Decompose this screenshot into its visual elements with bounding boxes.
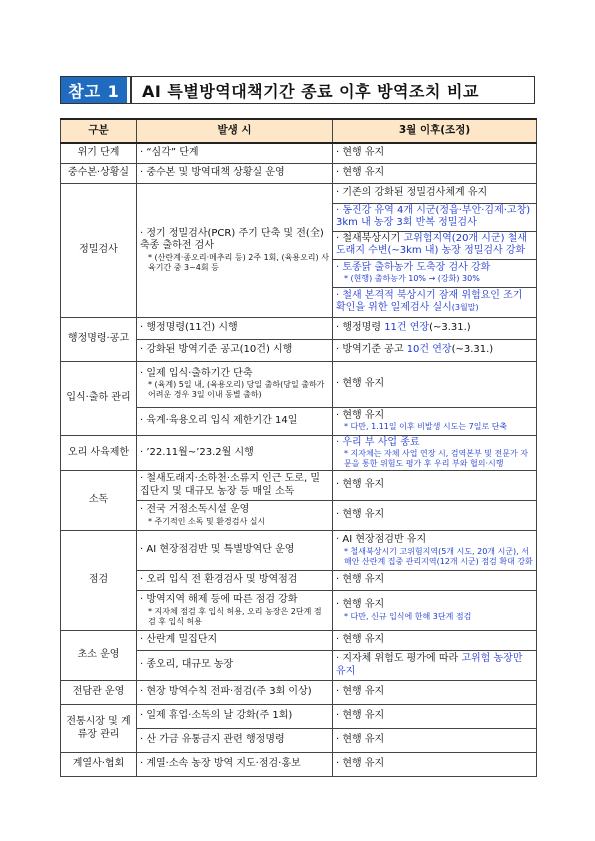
after-note: (3월말) [451,303,479,312]
during-cell: · 중수본 및 방역대책 상황실 운영 [137,163,333,183]
after-text: · 우리 부 사업 종료 [336,436,420,448]
table-row [61,317,537,339]
after-cell: · 현행 유지 [333,705,537,729]
table-row [61,471,537,501]
after-highlight: 11건 연장 [384,321,430,333]
table-row [61,531,537,571]
during-cell [137,361,333,407]
after-cell [333,231,537,259]
during-note: * 지자체 점검 후 입식 허용, 오리 농장은 2단계 점검 후 입식 허용 [148,606,322,626]
after-text: · 행정명령 [336,321,385,333]
after-highlight: 10건 연장 [406,343,452,355]
header-after: 3월 이후(조정) [333,119,537,143]
table-row [61,631,537,651]
after-text: (~3.31.) [451,343,494,355]
after-cell [333,651,537,681]
row-category: 점검 [61,531,137,631]
after-highlight: 고위험 농장만 유지 [336,653,523,677]
after-cell [333,407,537,435]
reference-title-bar [60,76,535,104]
after-cell: · 현행 유지 [333,501,537,531]
row-category: 전담관 운영 [61,681,137,705]
during-text: · 전국 거점소독시설 운영 [140,504,250,516]
reference-tag: 참고 1 [61,77,130,103]
after-text: · 철새 본격적 북상시기 잠재 위험요인 조기 확인을 위한 일제검사 실시 [336,289,523,313]
row-category: 소독 [61,471,137,531]
row-category: 위기 단계 [61,143,137,163]
during-text: · 일제 입식·출하기간 단축 [140,367,253,379]
during-text: · 방역지역 해제 등에 따른 점검 강화 [140,594,298,606]
row-category: 입식·출하 관리 [61,361,137,435]
comparison-table [60,118,537,777]
row-category: 초소 운영 [61,631,137,681]
page-title: AI 특별방역대책기간 종료 이후 방역조치 비교 [142,81,479,101]
during-cell: · 오리 입식 전 환경검사 및 방역점검 [137,571,333,591]
header-category: 구분 [61,119,137,143]
during-cell: · 철새도래지·소하천·소류지 인근 도로, 밀집단지 및 대규모 농장 등 매일 소독 [137,471,333,501]
after-cell: · 현행 유지 [333,753,537,777]
after-text: (~3.31.) [429,321,471,333]
during-cell: · AI 현장점검반 및 특별방역단 운영 [137,531,333,571]
during-note: * 주기적인 소독 및 환경검사 실시 [148,516,266,526]
after-cell-highlight [333,259,537,287]
after-cell [333,531,537,571]
table-row [61,143,537,163]
during-text: · 정기 정밀검사(PCR) 주기 단축 및 전(全) 축종 출하전 검사 [140,227,324,251]
row-category: 정밀검사 [61,183,137,317]
after-cell-highlight [333,287,537,317]
after-text: · 현행 유지 [336,599,385,611]
table-row [61,183,537,203]
after-text: · 지자체 위험도 평가에 따라 [336,653,462,664]
during-note: * (육계) 5일 내, (육용오리) 당일 출하(당일 출하가 어려운 경우 3일 이내 동별 출하) [148,380,325,400]
after-cell: · 현행 유지 [333,729,537,753]
after-cell: · 현행 유지 [333,681,537,705]
after-note: * 철새북상시기 고위험지역(5개 시도, 20개 시군), 서해안 산란계 집중 관리지역(12개 시군) 점검 확대 강화 [344,546,533,566]
during-cell [137,183,333,317]
after-note: * 다만, 신규 입식에 한해 3단계 점검 [344,611,472,621]
during-cell: · 행정명령(11건) 시행 [137,317,333,339]
during-cell: · 일제 휴업·소독의 날 강화(주 1회) [137,705,333,729]
after-cell [333,339,537,361]
row-category: 중수본·상황실 [61,163,137,183]
during-cell: · 강화된 방역기준 공고(10건) 시행 [137,339,333,361]
header-during: 발생 시 [137,119,333,143]
during-cell: · 육계·육용오리 입식 제한기간 14일 [137,407,333,435]
during-cell: · 계열·소속 농장 방역 지도·점검·홍보 [137,753,333,777]
after-text: · 방역기준 공고 [336,343,407,355]
during-cell: · 산란계 밀집단지 [137,631,333,651]
after-cell: · 현행 유지 [333,631,537,651]
after-cell: · 현행 유지 [333,471,537,501]
after-cell-highlight [333,435,537,471]
during-cell: · ’22.11월~’23.2월 시행 [137,435,333,471]
row-category: 계열사·협회 [61,753,137,777]
row-category: 행정명령·공고 [61,317,137,361]
after-cell: · 현행 유지 [333,361,537,407]
row-category: 오리 사육제한 [61,435,137,471]
during-cell: · 현장 방역수칙 전파·점검(주 3회 이상) [137,681,333,705]
after-highlight: 고위험지역(20개 시군) 철새도래지 수변(~3km 내) 농장 정밀검사 강화 [336,232,527,256]
table-row [61,681,537,705]
after-cell: · 현행 유지 [333,143,537,163]
during-cell [137,501,333,531]
during-cell: · “심각” 단계 [137,143,333,163]
table-row [61,753,537,777]
table-row [61,361,537,407]
after-cell [333,317,537,339]
after-note: * (현행) 출하농가 10% → (강화) 30% [344,274,480,284]
after-text: · 현행 유지 [336,409,385,421]
row-category: 전통시장 및 계류장 관리 [61,705,137,753]
after-cell-highlight: · 동진강 유역 4개 시군(정읍·부안·김제·고창) 3km 내 농장 3회 반복 정밀검사 [333,203,537,231]
after-text: · 철새북상시기 [336,232,404,244]
after-text: · AI 현장점검반 유지 [336,534,427,546]
after-cell [333,591,537,631]
during-cell [137,591,333,631]
during-note: * (산란계·종오리·메추리 등) 2주 1회, (육용오리) 사육기간 중 3~4회 등 [148,252,329,272]
table-row [61,435,537,471]
after-cell: · 기존의 강화된 정밀검사체계 유지 [333,183,537,203]
table-header-row [61,119,537,143]
after-note: * 다만, 1.11일 이후 비발생 시도는 7일로 단축 [344,422,508,432]
table-row [61,163,537,183]
table-row [61,705,537,729]
during-cell: · 종오리, 대규모 농장 [137,651,333,681]
after-note: * 지자체는 자체 사업 연장 시, 검역본부 및 전문가 자문을 통한 위험도 평가 후 우리 부와 협의·시행 [344,449,528,468]
after-cell: · 현행 유지 [333,163,537,183]
after-text: · 토종닭 출하농가 도축장 검사 강화 [336,261,491,273]
during-cell: · 산 가금 유통금지 관련 행정명령 [137,729,333,753]
after-cell: · 현행 유지 [333,571,537,591]
